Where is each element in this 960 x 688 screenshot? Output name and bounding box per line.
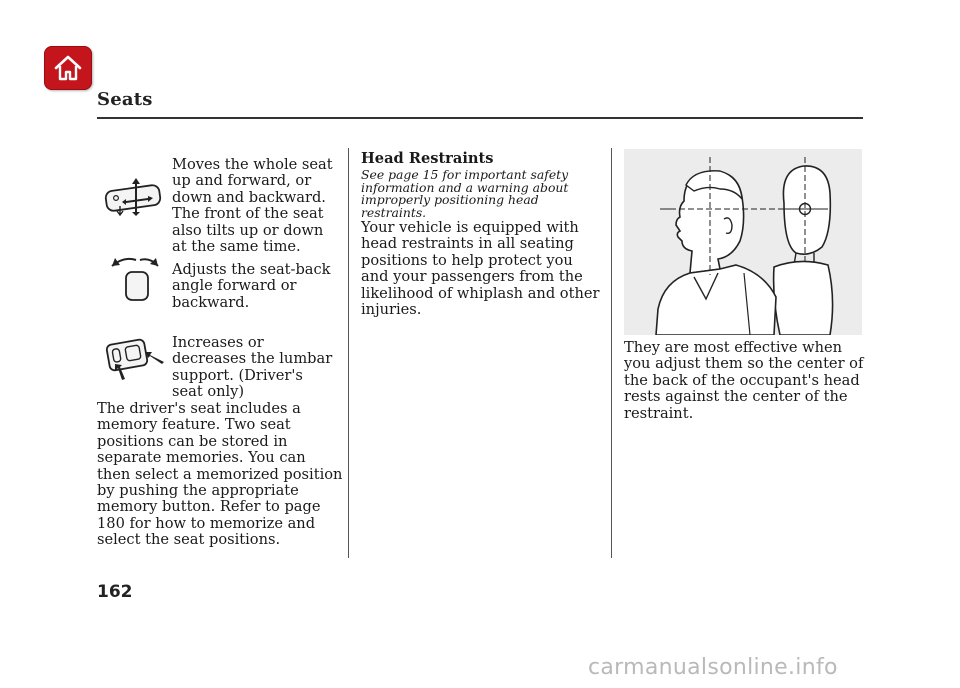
- column-divider-right: [611, 148, 612, 558]
- section-title: Seats: [97, 89, 153, 110]
- title-divider: [97, 117, 863, 119]
- safety-note: See page 15 for important safety information and a warning about improperly positioning head restraints.: [361, 167, 569, 220]
- page-number: 162: [97, 582, 133, 602]
- home-icon: [53, 53, 83, 83]
- lumbar-description: Increases or decreases the lumbar support. (Driver's seat only): [172, 334, 333, 401]
- recline-description: Adjusts the seat-back angle forward or backward.: [172, 261, 331, 311]
- head-restraints-paragraph: Your vehicle is equipped with head restraints in all seating positions to help protect you and your passengers from the likelihood of whiplash and other injuries.: [361, 219, 600, 319]
- column-divider-left: [348, 148, 349, 558]
- home-button[interactable]: [44, 46, 92, 90]
- head-restraints-heading: Head Restraints: [361, 150, 494, 167]
- seat-position-switch-icon: [102, 176, 164, 216]
- restraint-effectiveness-paragraph: They are most effective when you adjust them so the center of the back of the occupant's head rests against the center of the restraint.: [624, 339, 864, 422]
- head-restraint-alignment-illustration: [624, 149, 862, 335]
- memory-feature-paragraph: The driver's seat includes a memory feature. Two seat positions can be stored in separate memories. You can then select a memorized position by pushing the appropriate memory button. Refer to page 180 for how to memorize and select the seat positions.: [97, 400, 343, 549]
- seat-position-description: Moves the whole seat up and forward, or down and backward. The front of the seat also tilts up or down at the same time.: [172, 156, 333, 256]
- watermark-text: carmanualsonline.info: [588, 655, 838, 680]
- seat-back-recline-switch-icon: [110, 254, 162, 304]
- lumbar-support-switch-icon: [104, 336, 166, 382]
- head-restraint-illustration: [624, 149, 862, 335]
